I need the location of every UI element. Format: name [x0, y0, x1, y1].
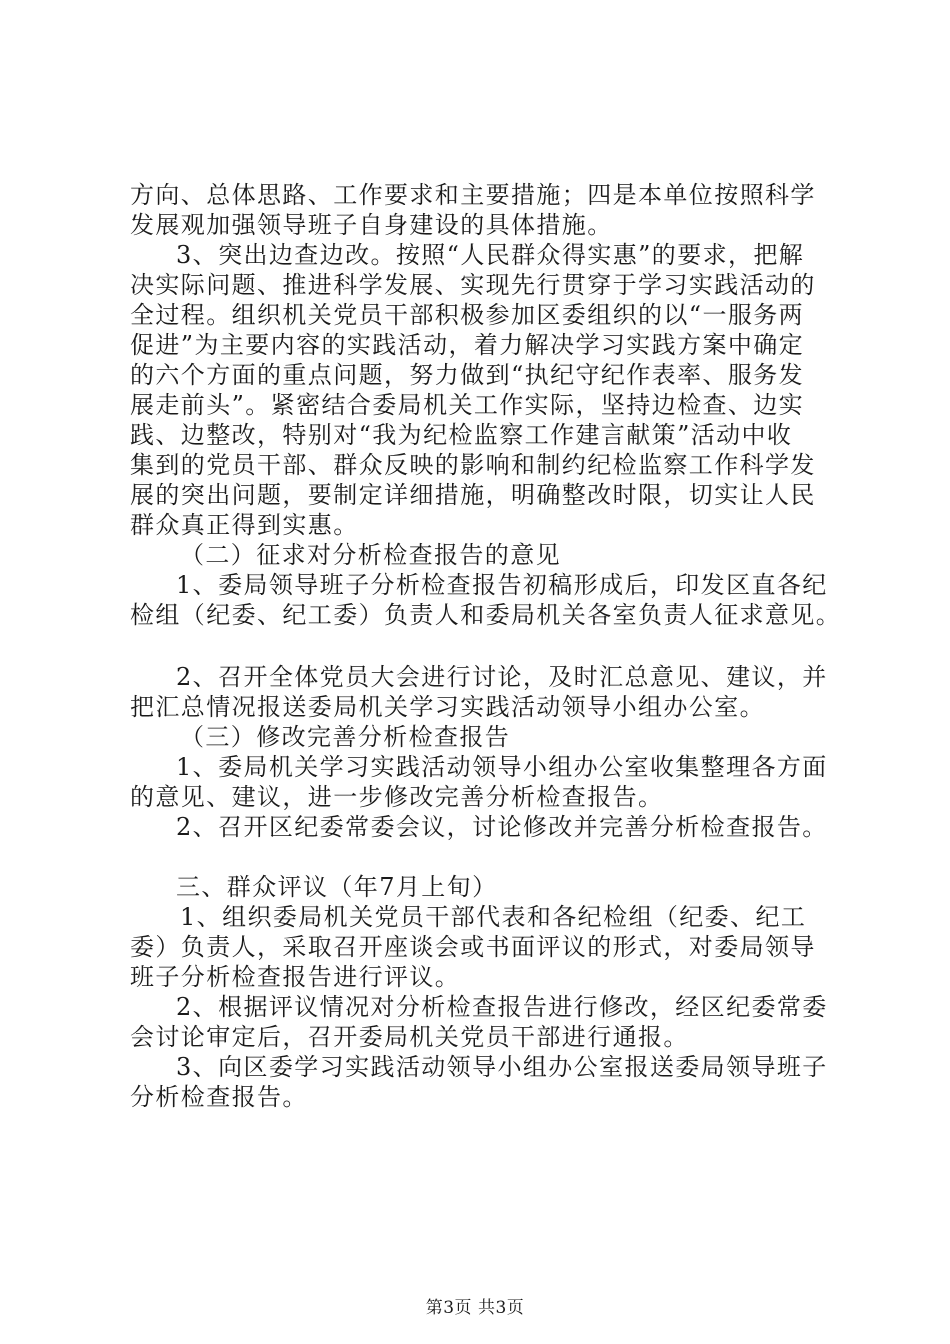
text-line: 决实际问题、推进科学发展、实现先行贯穿于学习实践活动的 [130, 271, 816, 299]
section-heading: （二）征求对分析检查报告的意见 [180, 541, 561, 569]
text-line: 分析检查报告。 [130, 1083, 308, 1111]
text-line: 群众真正得到实惠。 [130, 511, 359, 539]
text-line: 2、召开全体党员大会进行讨论，及时汇总意见、建议，并 [176, 663, 828, 691]
text-line: 3、向区委学习实践活动领导小组办公室报送委局领导班子 [176, 1053, 828, 1081]
text-line: 促进”为主要内容的实践活动，着力解决学习实践方案中确定 [130, 331, 805, 359]
text-line: 2、根据评议情况对分析检查报告进行修改，经区纪委常委 [176, 993, 828, 1021]
text-line: 发展观加强领导班子自身建设的具体措施。 [130, 211, 613, 239]
text-line: 1、组织委局机关党员干部代表和各纪检组（纪委、纪工 [180, 903, 807, 931]
text-line: 会讨论审定后，召开委局机关党员干部进行通报。 [130, 1023, 689, 1051]
text-line: 的六个方面的重点问题，努力做到“执纪守纪作表率、服务发 [130, 361, 805, 389]
text-line: 把汇总情况报送委局机关学习实践活动领导小组办公室。 [130, 693, 765, 721]
text-line: 的意见、建议，进一步修改完善分析检查报告。 [130, 783, 664, 811]
text-line: 班子分析检查报告进行评议。 [130, 963, 461, 991]
text-line: 1、委局机关学习实践活动领导小组办公室收集整理各方面 [176, 753, 828, 781]
text-line: 检组（纪委、纪工委）负责人和委局机关各室负责人征求意见。 [130, 601, 842, 629]
text-line: 展走前头”。紧密结合委局机关工作实际，坚持边检查、边实 [130, 391, 805, 419]
page-number: 第3页 共3页 [425, 1298, 525, 1318]
text-line: 全过程。组织机关党员干部积极参加区委组织的以“一服务两 [130, 301, 805, 329]
text-line: 委）负责人，采取召开座谈会或书面评议的形式，对委局领导 [130, 933, 816, 961]
text-line: 1、委局领导班子分析检查报告初稿形成后，印发区直各纪 [176, 571, 828, 599]
section-heading: （三）修改完善分析检查报告 [180, 723, 511, 751]
section-heading: 三、群众评议（年7月上旬） [176, 873, 498, 901]
text-line: 3、突出边查边改。按照“人民群众得实惠”的要求，把解 [176, 241, 805, 269]
text-line: 集到的党员干部、群众反映的影响和制约纪检监察工作科学发 [130, 451, 816, 479]
text-line: 践、边整改，特别对“我为纪检监察工作建言献策”活动中收 [130, 421, 793, 449]
text-line: 2、召开区纪委常委会议，讨论修改并完善分析检查报告。 [176, 813, 828, 841]
text-line: 展的突出问题，要制定详细措施，明确整改时限，切实让人民 [130, 481, 816, 509]
text-line: 方向、总体思路、工作要求和主要措施；四是本单位按照科学 [130, 181, 816, 209]
